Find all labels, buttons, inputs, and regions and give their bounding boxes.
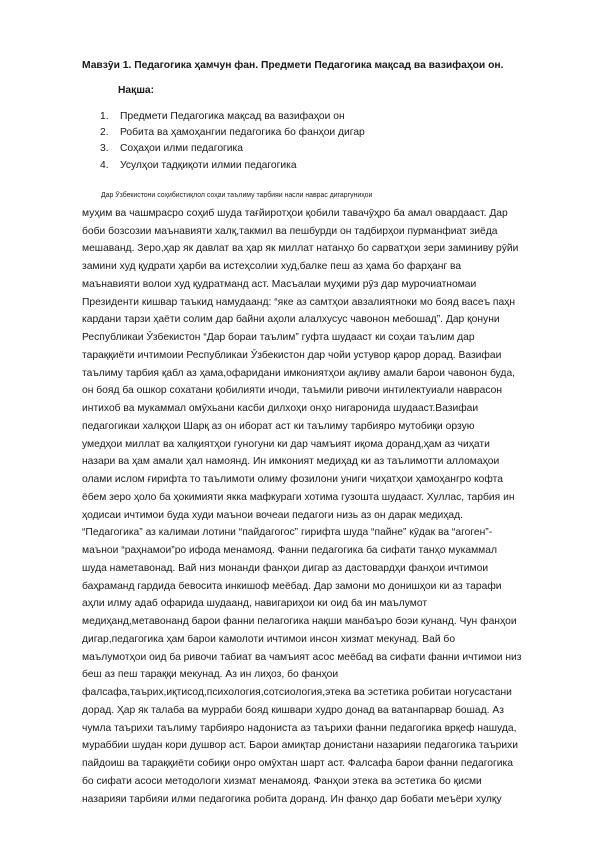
plan-item-text: Усулҳои тадқиқоти илмии педагогика <box>120 159 297 171</box>
body-line: педагогикаи халқҳои Шарқ аз он иборат аст ки таълиму тарбияро мутобиқи орзую <box>82 420 475 432</box>
body-line: дорад. Ҳар як талаба ва мурраби бояд кишвари худро донад ва ватанпарвар бошад. Аз <box>82 704 504 716</box>
body-line: умедҳои миллат ва халқиятҳои гуногуни ки дар чамъият иқома доранд,ҳам аз чиҳати <box>82 438 490 450</box>
body-line: замини худ қудрати ҳарби ва истеҳсолии худ,балке пеш аз ҳама бо фарҳанг ва <box>82 261 462 272</box>
plan-item <box>100 125 365 141</box>
document-title: Мавзӯи 1. Педагогика ҳамчун фан. Предмети Педагогика мақсад ва вазифаҳои он. <box>82 60 504 71</box>
plan-item-number: 4. <box>100 159 109 171</box>
body-line: Президенти кишвар таъкид намудаанд: “яке аз самтҳои авзалиятноки мо бояд васеъ паҳн <box>82 296 516 308</box>
body-line: назарияи тарбияи илми педагогика робита доранд. Ин фанҳо дар бобати меъёри хулқу <box>82 793 502 805</box>
body-line: фалсафа,таърих,иқтисод,психология,сотсиология,этека ва эстетика робитаи ногусастани <box>82 687 512 698</box>
plan-item-number: 1. <box>100 111 109 122</box>
plan-item-number: 2. <box>100 127 109 139</box>
plan-item <box>100 141 365 157</box>
body-line: таълиму тарбия қабл аз ҳама,офаридани имкониятҳои ақливу амали барои чавонон буда, <box>82 367 516 379</box>
plan-item-text: Робита ва ҳамоҳангии педагогика бо фанҳои дигар <box>120 127 365 139</box>
body-line: Дар Ӯзбекистони соҳибистиқлол соҳаи таълиму тарбияи насли наврас дигаргуниҳои <box>101 192 373 199</box>
plan-item <box>100 109 365 125</box>
body-line: медиҳанд,метавонанд барои фанни пелагогика нақши манбаъро боэи кунанд. Чун фанҳои <box>82 616 517 627</box>
plan-heading: Нақша: <box>118 85 155 96</box>
body-line: маълумотҳои оид ба ривочи табиат ва чамъият асос меёбад ва сифати фанни ичтимои низ <box>82 651 522 663</box>
body-line: шуда наметавонад. Вай низ монанди фанҳои дигар аз дастовардҳи фанҳои ичтимои <box>82 562 489 574</box>
body-line: тараққиёти ичтимоии Республикаи Ӯзбекистон дар чойи устувор қарор дорад. Вазифаи <box>82 349 502 361</box>
body-line: интихоб ва мукаммал омӯхьани касби дилхоҳи онҳо нигаронида шудааст.Вазифаи <box>82 403 479 414</box>
body-line: аҳли илму адаб офарида шудаанд, навигариҳои ки оид ба ин маълумот <box>82 598 428 610</box>
body-paragraph <box>82 187 552 808</box>
body-line: мураббии шудан кори душвор аст. Барои амиқтар донистани назарияи педагогика таърихи <box>82 740 519 752</box>
body-line: он бояд ба ошкор сохатани қобилияти ичоди, таъмили ривочи интилектуиали наврасон <box>82 385 503 397</box>
plan-list <box>100 109 365 174</box>
body-line: баҳраманд гардида бевосита инкишоф меёбад. Дар замони мо донишҳои ки аз тарафи <box>82 580 502 592</box>
body-line: маънавияти волои худ қудратманд аст. Масъалаи муҳими рӯз дар мурочиатномаи <box>82 278 477 290</box>
plan-item-text: Предмети Педагогика мақсад ва вазифаҳои он <box>120 111 345 122</box>
body-line: ҳодисаи ичтимои буда худи маънои вочеаи педагоги низь аз он дарак медиҳад. <box>82 509 464 521</box>
body-line: муҳим ва чашмрасро соҳиб шуда тағйиротҳои қобили тавачӯҳро ба амал овардааст. Дар <box>82 207 508 219</box>
body-line: боби бозсозии маънавияти халқ,такмил ва пешбурди он тадбирҳои пурманфиат зиёда <box>82 225 498 237</box>
body-line: чумла таърихи таълиму тарбияро надониста аз таърихи фанни педагогика врқеф нашуда, <box>82 722 517 734</box>
plan-item-text: Соҳаҳои илми педагогика <box>120 143 244 155</box>
body-line: пайдоиш ва тараққиёти собиқи онро омӯхтан шарт аст. Фалсафа барои фанни педагогика <box>82 758 513 769</box>
body-line: мешаванд. Зеро,ҳар як давлат ва ҳар як миллат натанҳо бо сарватҳои зери заминиву рӯйи <box>82 243 519 255</box>
plan-item <box>100 158 365 174</box>
body-line: бо сифати асоси методологи хизмат менамояд. Фанҳои этека ва эстетика бо қисми <box>82 775 482 787</box>
body-line: Республикаи Ӯзбекистон “Дар бораи таълим” гуфта шудааст ки соҳаи таълим дар <box>82 332 475 343</box>
body-line: олами ислом ғирифта то таълимоти олиму фозилони униги чиҳатҳои ҳамоҳангро кофта <box>82 474 503 485</box>
body-line: маънои “раҳнамои”ро ифода менамояд. Фанни педагогика ба сифати танҳо мукаммал <box>82 545 497 556</box>
plan-item-number: 3. <box>100 143 109 155</box>
body-line: “Педагогика” аз калимаи лотини “пайдагогос” гирифта шуда “пайне” кӯдак ва “агоген”- <box>82 527 493 539</box>
body-line: беш аз пеш тараққи мекунад. Аз ин лиҳоз, бо фанҳои <box>82 669 339 681</box>
body-line: кардани тарзи ҳаёти солим дар байни аҳоли алалхусус чавонон мебошад”. Дар қонуни <box>82 314 500 326</box>
body-line: дигар,педагогика ҳам барои камолоти ичтимои инсон хизмат мекунад. Вай бо <box>82 633 456 645</box>
body-line: ёбем зеро ҳоло ба ҳокимияти якка мафкураги хотима гузошта шудааст. Хуллас, тарбия ин <box>82 491 515 503</box>
body-line: назари ва ҳам амали ҳал намоянд. Ин имконият медиҳад ки аз таълимотти алломаҳои <box>82 456 500 468</box>
